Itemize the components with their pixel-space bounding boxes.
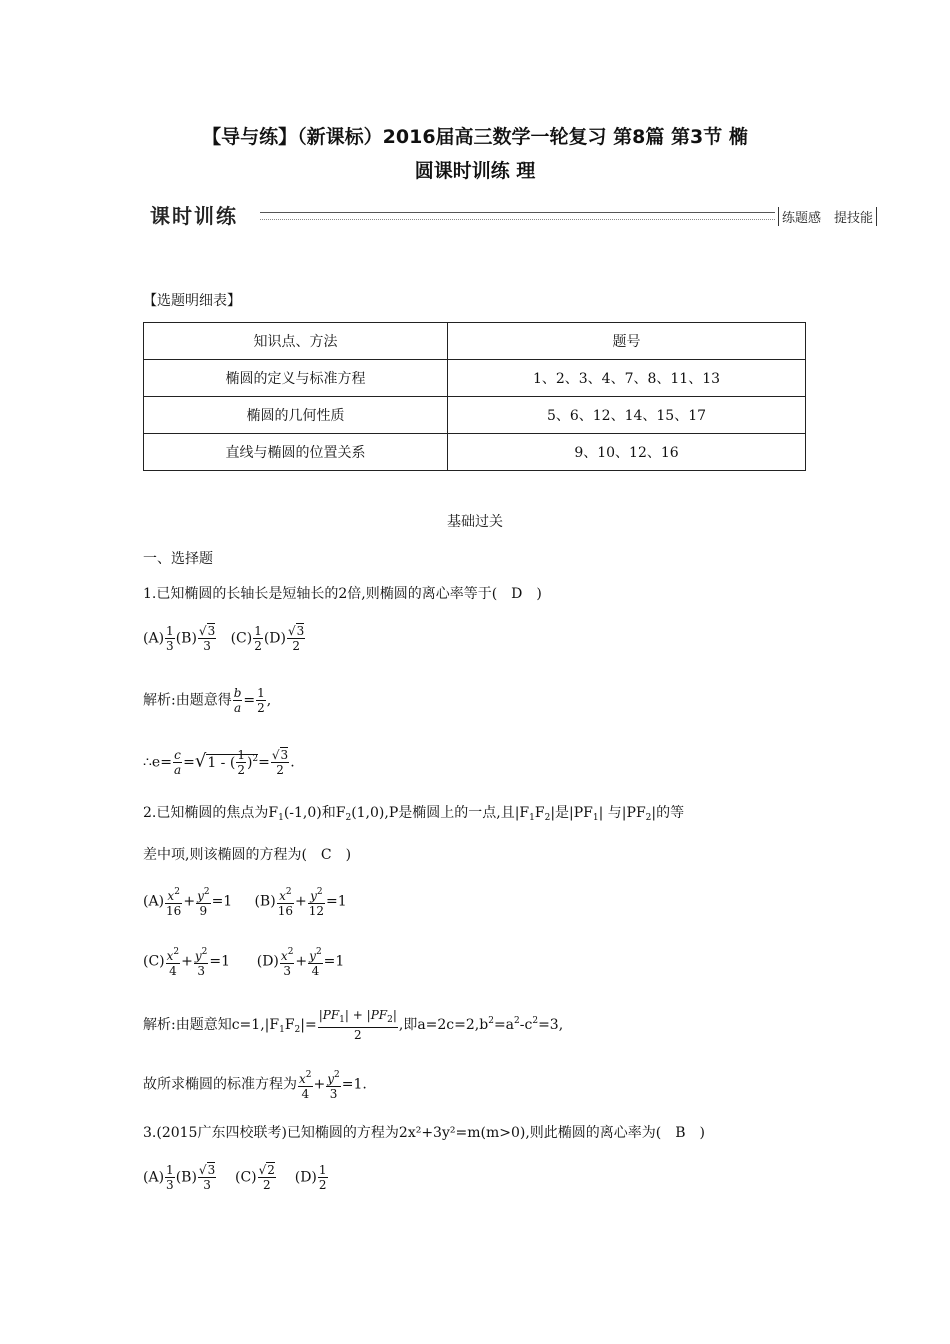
option-label: (A): [143, 630, 165, 647]
option-label: (B): [175, 630, 197, 647]
table-cell-numbers: 1、2、3、4、7、8、11、13: [448, 360, 806, 397]
q1-solution: 解析:由题意得 $\frac{b}{a}$ = $\frac{1}{2}$ ,: [143, 686, 272, 715]
fraction: $\frac{y^2}{12}$: [308, 887, 324, 918]
q3-stem: 3.(2015广东四校联考)已知椭圆的方程为2x²+3y²=m(m>0),则此椭圆的离心率为( B ): [143, 1125, 705, 1141]
fraction: $\frac{x^2}{4}$: [299, 1070, 312, 1101]
table-row: [144, 397, 806, 434]
q2-conclusion: 故所求椭圆的标准方程为 $\frac{x^2}{4}$ + $\frac{y^2}{3}$ =1.: [143, 1070, 367, 1101]
title-line-1: 【导与练】（新课标）2016届高三数学一轮复习 第8篇 第3节 椭: [202, 126, 748, 148]
q2-stem-line2: 差中项,则该椭圆的方程为( C ): [143, 847, 352, 863]
table-header-numbers: 题号: [448, 323, 806, 360]
table-header-row: [144, 323, 806, 360]
fraction: $\frac{√3}{3}$: [198, 624, 216, 653]
fraction: $\frac{x^2}{4}$: [166, 947, 180, 978]
fraction: $\frac{b}{a}$: [233, 686, 242, 715]
banner-divider: [260, 212, 775, 220]
option-label: (D): [263, 630, 286, 647]
fraction: $\frac{|PF_1| + |PF_2|}{2}$: [318, 1008, 397, 1042]
q1-options: [143, 624, 306, 653]
table-cell-numbers: 5、6、12、14、15、17: [448, 397, 806, 434]
table-cell-topic: 椭圆的定义与标准方程: [144, 360, 448, 397]
solution-lead: ∴e=: [143, 754, 172, 771]
fraction: $\frac{1}{3}$: [166, 1163, 174, 1192]
topic-table: [143, 322, 806, 471]
fraction: $\frac{1}{2}$: [254, 624, 262, 653]
fraction: $\frac{√3}{3}$: [198, 1163, 216, 1192]
fraction: $\frac{c}{a}$: [173, 748, 182, 777]
subsection-title: 一、选择题: [143, 551, 213, 567]
table-cell-topic: 椭圆的几何性质: [144, 397, 448, 434]
fraction: $\frac{√2}{2}$: [258, 1163, 275, 1192]
fraction: $\frac{y^2}{3}$: [194, 947, 208, 978]
section-title: 基础过关: [447, 514, 503, 530]
fraction: $\frac{y^2}{4}$: [309, 947, 322, 978]
fraction: $\frac{1}{2}$: [318, 1163, 327, 1192]
q3-options: (A) $\frac{1}{3}$ (B) $\frac{√3}{3}$ (C) $\frac{√2}{2}$ (D) $\frac{1}{2}$: [143, 1163, 327, 1192]
table-cell-topic: 直线与椭圆的位置关系: [144, 434, 448, 471]
fraction: $\frac{x^2}{16}$: [277, 887, 293, 918]
fraction: $\frac{1}{3}$: [166, 624, 174, 653]
page-title: [140, 120, 810, 188]
title-line-2: 圆课时训练 理: [414, 160, 536, 182]
q2-solution: 解析:由题意知$c=1,|F_1F_2|=$ $\frac{|PF_1| + |PF_2|}{2}$ ,即$a=2c=2,b^2=a^2-c^2=3$,: [143, 1008, 564, 1042]
fraction: $\frac{x^2}{16}$: [166, 887, 182, 918]
solution-lead: 解析:由题意得: [143, 692, 232, 709]
table-cell-numbers: 9、10、12、16: [448, 434, 806, 471]
banner-label: 课时训练: [150, 204, 238, 228]
q2-stem: 2.已知椭圆的焦点为$F_1(-1,0)$和$F_2(1,0),P$是椭圆上的一点,且$|F_1F_2|$是$|PF_1|$ 与$|PF_2|$的等: [143, 805, 685, 823]
q2-options-row1: (A) $\frac{x^2}{16}$ + $\frac{y^2}{9}$ =1 (B) $\frac{x^2}{16}$ + $\frac{y^2}{12}$ =1: [143, 887, 347, 918]
banner-tagline: 练题感 提技能: [778, 207, 877, 226]
q1-stem: 1.已知椭圆的长轴长是短轴长的2倍,则椭圆的离心率等于( D ): [143, 586, 542, 602]
fraction: $\frac{1}{2}$: [257, 686, 265, 715]
table-row: [144, 360, 806, 397]
q2-options-row2: (C) $\frac{x^2}{4}$ + $\frac{y^2}{3}$ =1 (D) $\frac{x^2}{3}$ + $\frac{y^2}{4}$ =1: [143, 947, 345, 978]
option-label: (C): [230, 630, 253, 647]
table-caption: 【选题明细表】: [143, 293, 241, 309]
fraction: $\frac{√3}{2}$: [288, 624, 305, 653]
fraction: $\frac{y^2}{3}$: [327, 1070, 340, 1101]
table-header-topic: 知识点、方法: [144, 323, 448, 360]
fraction: $\frac{y^2}{9}$: [197, 887, 210, 918]
table-row: [144, 434, 806, 471]
fraction: $\frac{√3}{2}$: [271, 748, 289, 777]
q1-solution-2: ∴e= $\frac{c}{a}$ =√1 - ( $\frac{1}{2}$ )$^2$= $\frac{√3}{2}$ .: [143, 748, 295, 777]
fraction: $\frac{x^2}{3}$: [280, 947, 294, 978]
fraction: $\frac{1}{2}$: [237, 748, 245, 777]
